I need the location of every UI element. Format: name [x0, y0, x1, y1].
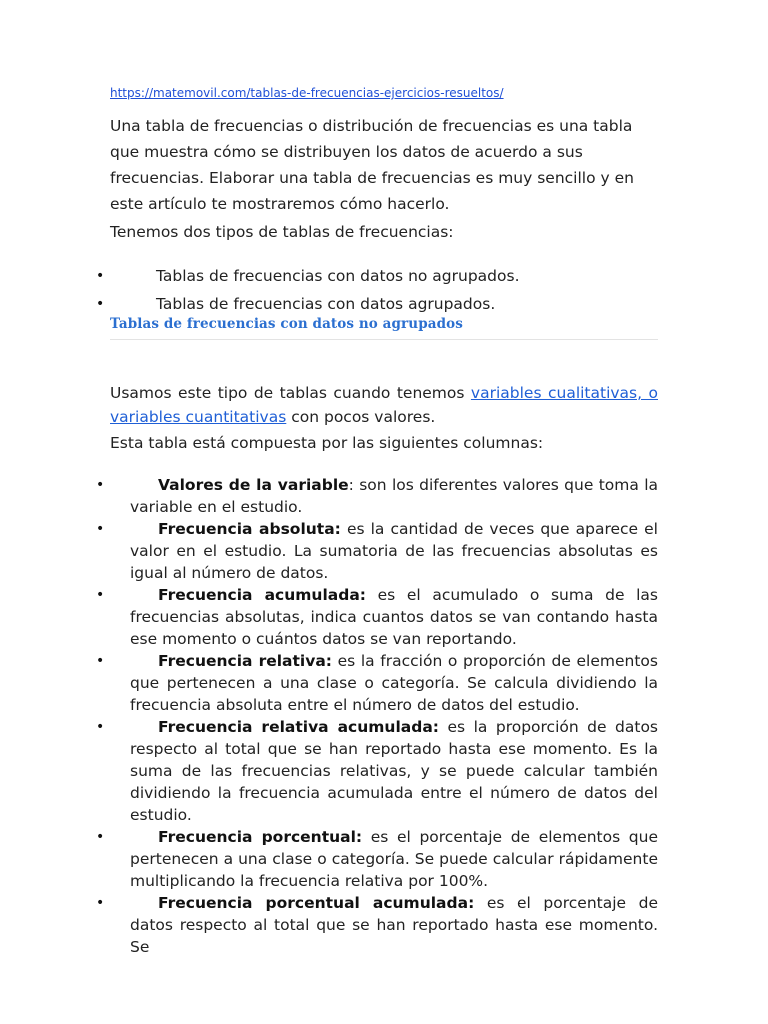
- list-item: [96, 650, 658, 716]
- list-item: [96, 262, 656, 290]
- columns-list: [96, 474, 658, 958]
- bullet-icon: •: [96, 719, 105, 735]
- list-item: [96, 716, 658, 826]
- list-item: [96, 826, 658, 892]
- term-description: es el porcentaje de elementos que pertenecen a una clase o categoría. Se puede calcular rápidamente multiplicando la frecuencia relativa por 100%.: [130, 828, 659, 890]
- usage-text: Usamos este tipo de tablas cuando tenemos: [110, 384, 471, 402]
- term-description: es la fracción o proporción de elementos que pertenecen a una clase o categoría. Se calcula dividiendo la frecuencia absoluta entre el número de datos del estudio.: [130, 652, 658, 714]
- source-link[interactable]: https://matemovil.com/tablas-de-frecuencias-ejercicios-resueltos/: [110, 86, 504, 100]
- term-description: : son los diferentes valores que toma la variable en el estudio.: [130, 476, 659, 516]
- bullet-icon: •: [96, 829, 105, 845]
- bullet-icon: •: [96, 296, 105, 312]
- term-label: Valores de la variable: [158, 476, 349, 494]
- bullet-icon: •: [96, 268, 105, 284]
- usage-text-end: con pocos valores.: [286, 408, 436, 426]
- term-label: Frecuencia absoluta:: [158, 520, 341, 538]
- term-label: Frecuencia relativa acumulada:: [158, 718, 439, 736]
- types-list: [96, 262, 656, 318]
- term-label: Frecuencia porcentual acumulada:: [158, 894, 475, 912]
- list-item: [96, 584, 658, 650]
- bullet-icon: •: [96, 477, 105, 493]
- bullet-icon: •: [96, 895, 105, 911]
- variables-link[interactable]: variables cualitativas, o variables cuantitativas: [110, 384, 658, 426]
- bullet-icon: •: [96, 587, 105, 603]
- bullet-icon: •: [96, 521, 105, 537]
- usage-paragraph: [110, 381, 658, 429]
- term-description: es el acumulado o suma de las frecuencias absolutas, indica cuantos datos se van contando hasta ese momento o cuántos datos se van reportando.: [130, 586, 658, 648]
- types-intro: Tenemos dos tipos de tablas de frecuencias:: [110, 223, 454, 241]
- term-description: es la cantidad de veces que aparece el valor en el estudio. La sumatoria de las frecuencias absolutas es igual al número de datos.: [130, 520, 658, 582]
- list-item-text: Tablas de frecuencias con datos agrupados.: [156, 295, 496, 313]
- term-description: es la proporción de datos respecto al total que se han reportado hasta ese momento. Es la suma de las frecuencias relativas, y se puede calcular también dividiendo la frecuencia acumulada entre el número de datos del estudio.: [130, 718, 658, 824]
- intro-paragraph: Una tabla de frecuencias o distribución de frecuencias es una tabla que muestra cómo se distribuyen los datos de acuerdo a sus frecuencias. Elaborar una tabla de frecuencias es muy sencillo y en este artículo te mostraremos cómo hacerlo.: [110, 117, 634, 213]
- list-item: [96, 892, 658, 958]
- columns-intro: Esta tabla está compuesta por las siguientes columnas:: [110, 434, 544, 452]
- term-description: es el porcentaje de datos respecto al total que se han reportado hasta ese momento. Se: [130, 894, 658, 956]
- term-label: Frecuencia relativa:: [158, 652, 332, 670]
- term-label: Frecuencia acumulada:: [158, 586, 366, 604]
- term-label: Frecuencia porcentual:: [158, 828, 363, 846]
- list-item-text: Tablas de frecuencias con datos no agrupados.: [156, 267, 520, 285]
- list-item: [96, 518, 658, 584]
- list-item: [96, 474, 658, 518]
- bullet-icon: •: [96, 653, 105, 669]
- list-item: [96, 290, 656, 318]
- section-heading: Tablas de frecuencias con datos no agrupados: [110, 316, 658, 340]
